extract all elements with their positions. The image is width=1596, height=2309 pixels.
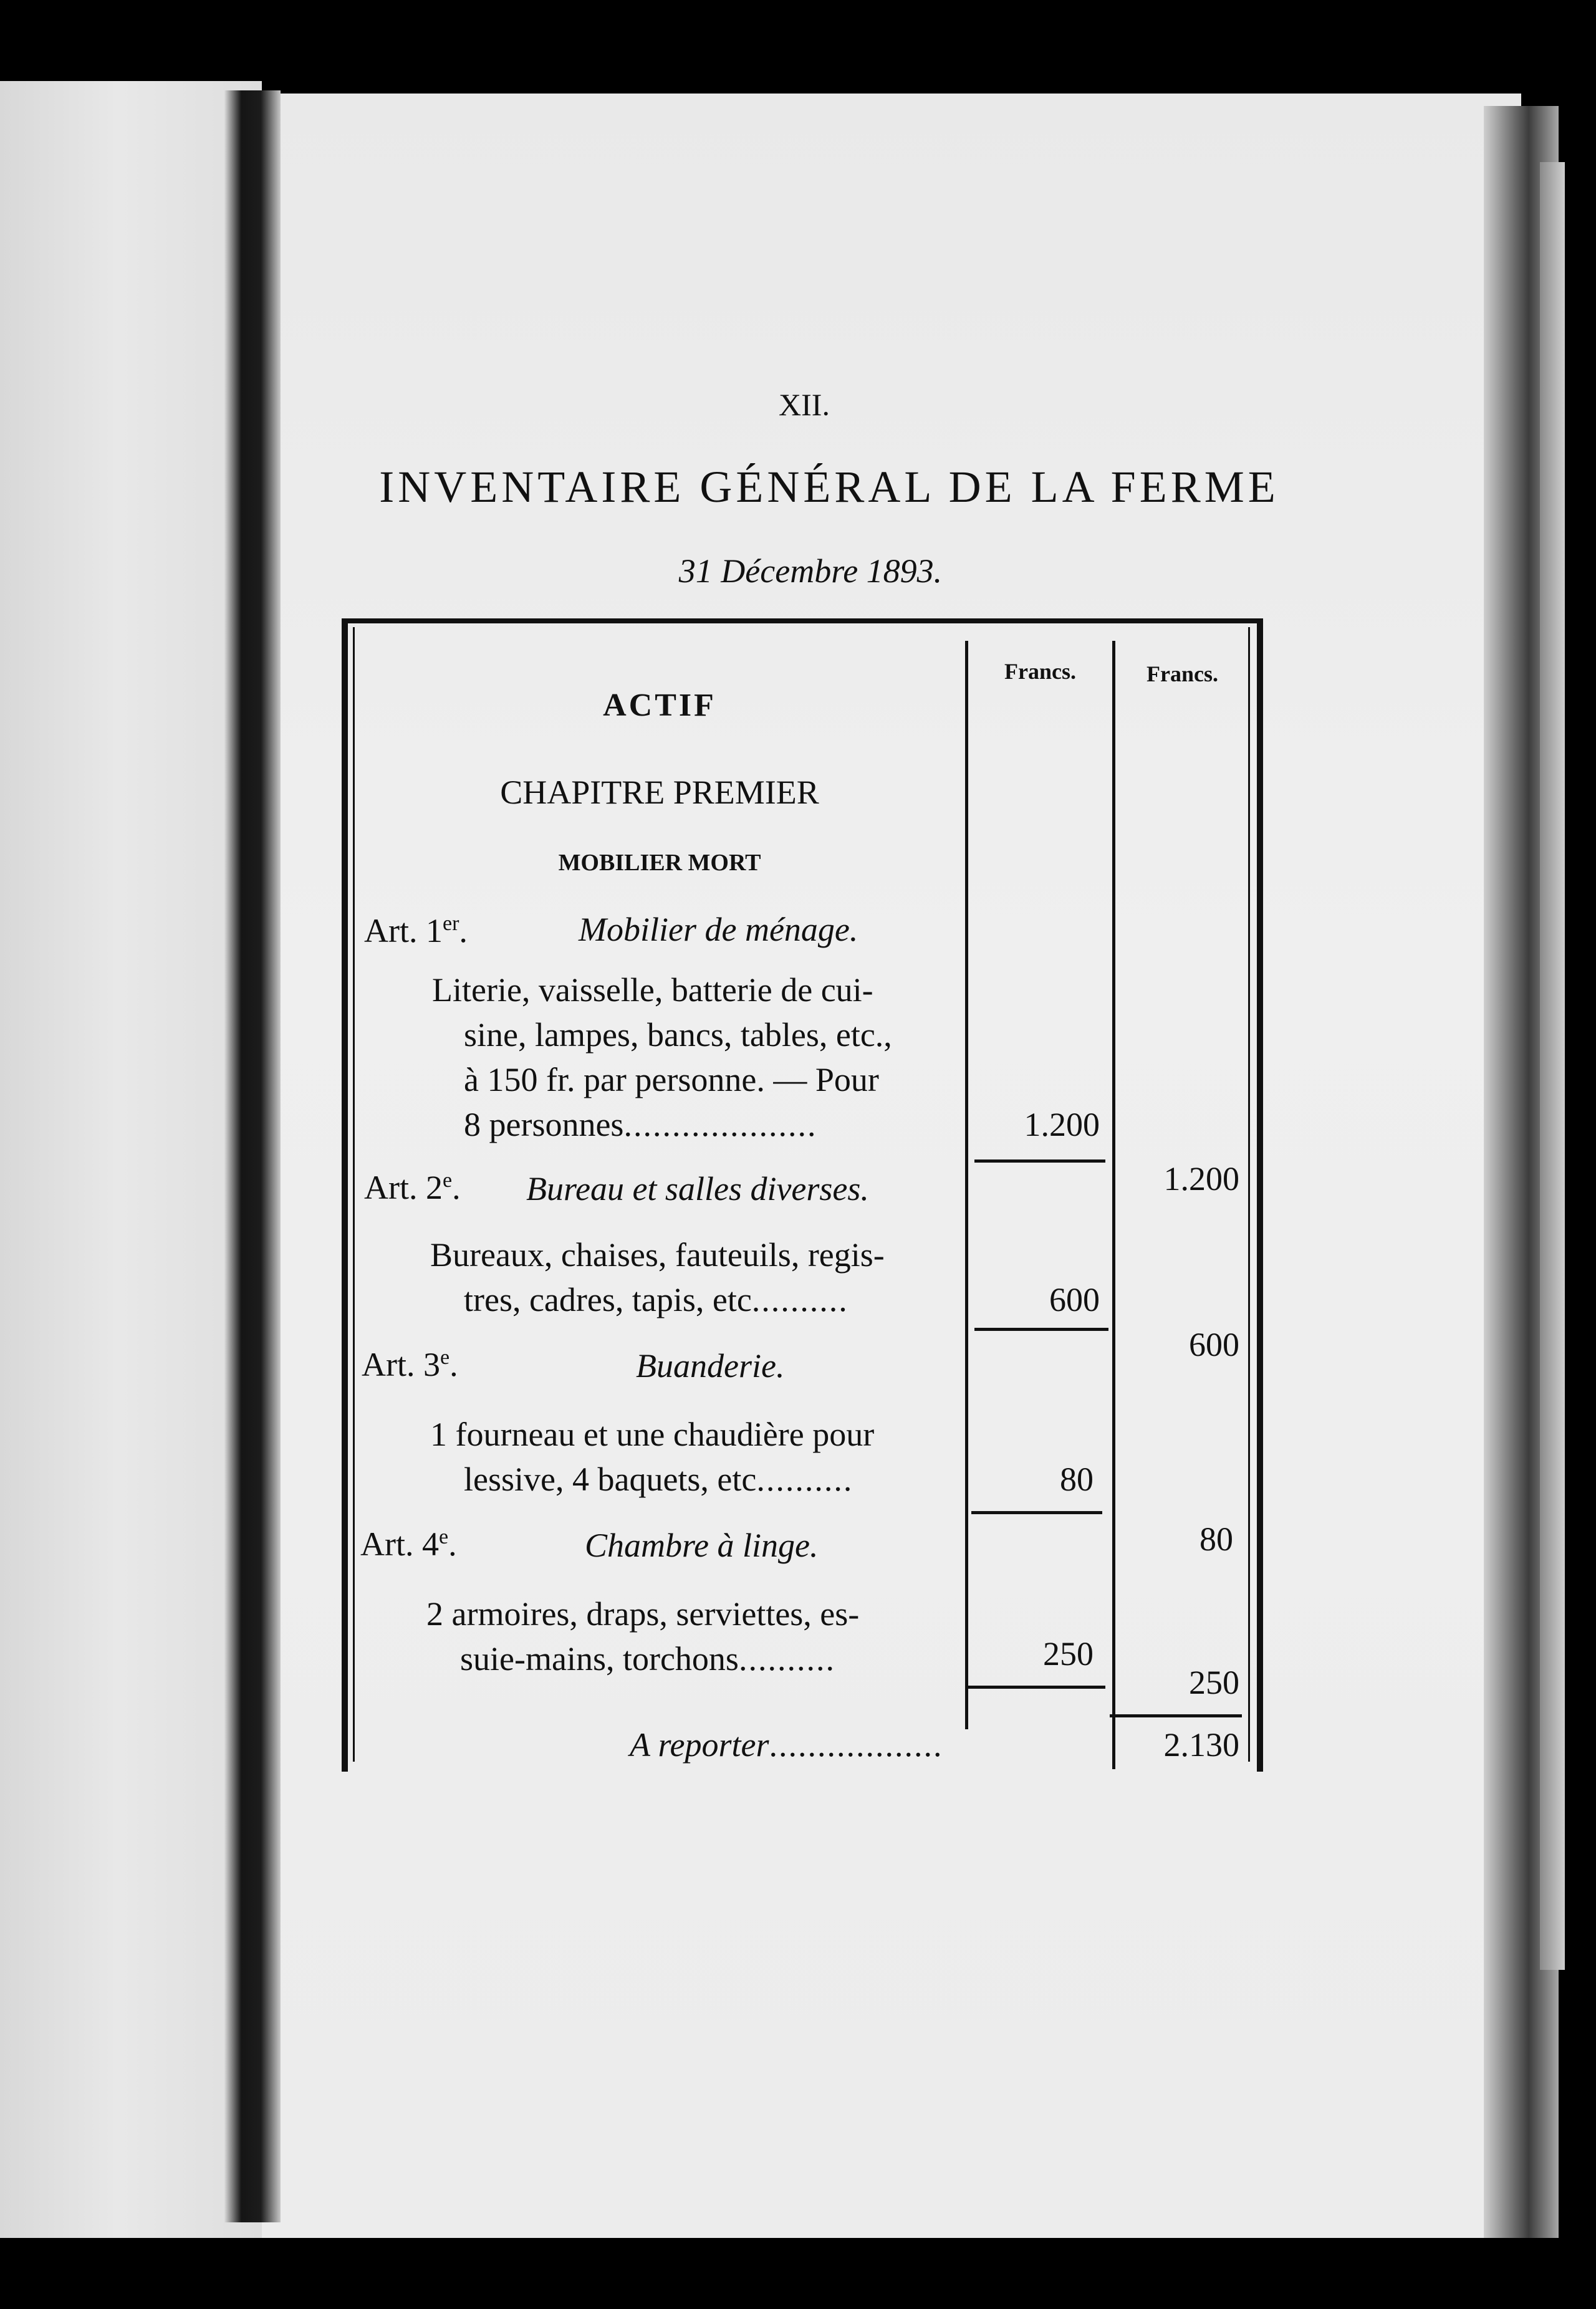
article-heading: Mobilier de ménage. bbox=[579, 911, 858, 948]
article-number: Art. 4e. bbox=[360, 1525, 457, 1563]
table-left-rule bbox=[342, 618, 348, 1772]
article-description-line: 8 personnes.................... bbox=[464, 1106, 817, 1143]
page-title: INVENTAIRE GÉNÉRAL DE LA FERME bbox=[379, 462, 1279, 512]
article-total: 1.200 bbox=[1163, 1160, 1239, 1198]
carry-forward-total: 2.130 bbox=[1163, 1726, 1239, 1764]
subchapter-heading: MOBILIER MORT bbox=[558, 850, 761, 876]
chapter-heading: CHAPITRE PREMIER bbox=[500, 774, 819, 811]
article-total: 80 bbox=[1199, 1520, 1233, 1558]
column-divider-2 bbox=[1112, 641, 1115, 1769]
article-heading: Buanderie. bbox=[636, 1347, 785, 1385]
detail-amount: 600 bbox=[1049, 1281, 1100, 1318]
article-description-line: tres, cadres, tapis, etc.......... bbox=[464, 1281, 848, 1318]
table-right-rule bbox=[1257, 618, 1263, 1772]
detail-amount: 1.200 bbox=[1024, 1106, 1100, 1143]
article-number: Art. 1er. bbox=[364, 912, 468, 949]
article-number: Art. 2e. bbox=[364, 1169, 461, 1206]
article-heading: Chambre à linge. bbox=[585, 1527, 819, 1564]
detail-amount: 80 bbox=[1060, 1461, 1094, 1498]
article-description-line: sine, lampes, bancs, tables, etc., bbox=[464, 1016, 892, 1054]
page-stack-tab bbox=[1540, 162, 1565, 1970]
column-divider-1 bbox=[965, 641, 968, 1729]
inventory-table bbox=[342, 618, 1264, 1772]
article-heading: Bureau et salles diverses. bbox=[526, 1170, 869, 1207]
article-number: Art. 3e. bbox=[362, 1346, 458, 1383]
detail-amount: 250 bbox=[1043, 1635, 1094, 1673]
article-total: 250 bbox=[1189, 1664, 1239, 1701]
article-description-line: 1 fourneau et une chaudière pour bbox=[430, 1416, 875, 1453]
subtotal-rule bbox=[974, 1328, 1108, 1331]
article-description-line: Literie, vaisselle, batterie de cui- bbox=[432, 971, 873, 1009]
subtotal-rule bbox=[968, 1686, 1105, 1689]
article-description-line: 2 armoires, draps, serviettes, es- bbox=[426, 1595, 860, 1633]
section-heading: ACTIF bbox=[603, 688, 716, 723]
article-description-line: suie-mains, torchons.......... bbox=[460, 1640, 835, 1678]
total-rule bbox=[1110, 1714, 1242, 1717]
table-right-inner-rule bbox=[1248, 627, 1250, 1762]
page-date: 31 Décembre 1893. bbox=[678, 552, 943, 590]
subtotal-rule bbox=[971, 1511, 1102, 1514]
table-top-rule bbox=[342, 618, 1263, 623]
facing-page-edge bbox=[0, 81, 262, 2238]
article-total: 600 bbox=[1189, 1326, 1239, 1363]
carry-forward-label: A reporter.................. bbox=[630, 1726, 943, 1764]
article-description-line: Bureaux, chaises, fauteuils, regis- bbox=[430, 1236, 885, 1274]
subtotal-rule bbox=[974, 1159, 1105, 1163]
article-description-line: à 150 fr. par personne. — Pour bbox=[464, 1061, 879, 1098]
column-header-francs: Francs. bbox=[1004, 659, 1076, 684]
chapter-number: XII. bbox=[779, 387, 830, 422]
column-header-francs: Francs. bbox=[1147, 661, 1218, 686]
binding-gutter bbox=[224, 90, 281, 2222]
article-description-line: lessive, 4 baquets, etc.......... bbox=[464, 1461, 853, 1498]
